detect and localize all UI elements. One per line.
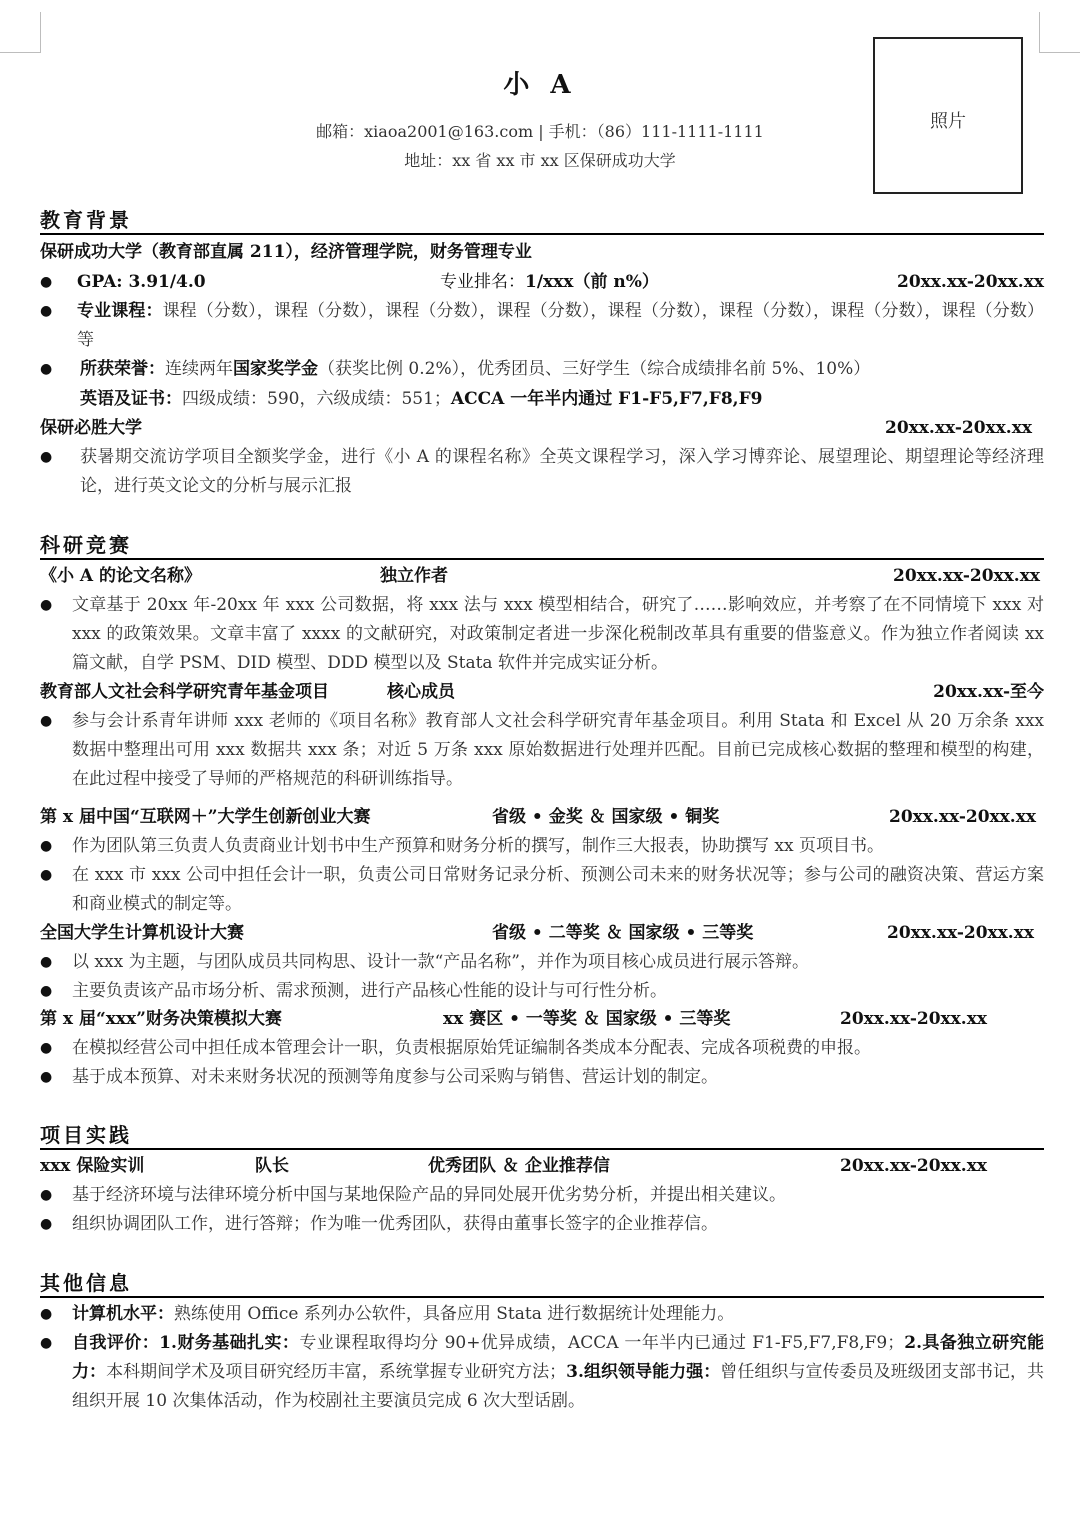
paper-text: 文章基于 20xx 年-20xx 年 xxx 公司数据，将 xxx 法与 xxx 模型相结合，研究了……影响效应，并考察了在不同情境下 xxx 对 xxx 的政策效果。文章丰富了 xxxx 的文献研究，对政策制定者进一步深化税制改革具有重要的借鉴意义。作为独立作者阅读 xx 篇文献，自学 PSM、DID 模型、DDD 模型以及 Stata 软件并完成实证分析。	[72, 595, 1044, 673]
computer-skill-label: 计算机水平：	[72, 1304, 174, 1324]
section-title-other: 其他信息	[40, 1270, 1044, 1298]
internet-plus-text-1: 作为团队第三负责人负责商业计划书中生产预算和财务分析的撰写，制作三大报表，协助撰写 xx 页项目书。	[72, 836, 884, 856]
courses-label: 专业课程：	[77, 301, 163, 321]
self-eval-h2: 2.具备独立研究能力：	[72, 1333, 1044, 1382]
internet-plus-name: 第 x 届中国“互联网＋”大学生创新创业大赛	[40, 807, 371, 827]
computer-design-award: 省级 • 二等奖 ＆ 国家级 • 三等奖	[492, 923, 754, 943]
school2-name: 保研必胜大学	[40, 418, 142, 438]
insurance-name: xxx 保险实训	[40, 1156, 145, 1176]
address-line: 地址：xx 省 xx 市 xx 区保研成功大学	[404, 151, 676, 170]
honors-text-b: （获奖比例 0.2%），优秀团员、三好学生（综合成绩排名前 5%、10%）	[318, 359, 871, 379]
photo-placeholder	[873, 37, 1023, 194]
finance-sim-award: xx 赛区 • 一等奖 ＆ 国家级 • 三等奖	[443, 1009, 731, 1029]
resume-name: 小 A	[503, 70, 577, 100]
bullet-icon: ●	[40, 713, 53, 729]
rank	[440, 268, 659, 297]
internet-plus-date: 20xx.xx-20xx.xx	[889, 807, 1036, 827]
internet-plus-text-2: 在 xxx 市 xxx 公司中担任会计一职，负责公司日常财务记录分析、预测公司未来的财务状况等；参与公司的融资决策、营运方案和商业模式的制定等。	[72, 865, 1044, 914]
bullet-icon: ●	[40, 1335, 53, 1351]
insurance-role: 队长	[255, 1156, 289, 1176]
bullet-icon: ●	[40, 274, 53, 290]
insurance-award: 优秀团队 ＆ 企业推荐信	[428, 1156, 610, 1176]
self-eval-h1: 1.财务基础扎实：	[159, 1333, 300, 1353]
paper-date: 20xx.xx-20xx.xx	[893, 566, 1040, 586]
insurance-text-1: 基于经济环境与法律环境分析中国与某地保险产品的异同处展开优劣势分析，并提出相关建议。	[72, 1185, 786, 1205]
insurance-text-2: 组织协调团队工作，进行答辩；作为唯一优秀团队，获得由董事长签字的企业推荐信。	[72, 1214, 718, 1234]
bullet-icon: ●	[40, 983, 53, 999]
finance-sim-date: 20xx.xx-20xx.xx	[840, 1009, 987, 1029]
internet-plus-award: 省级 • 金奖 ＆ 国家级 • 铜奖	[492, 807, 720, 827]
bullet-icon: ●	[40, 1069, 53, 1085]
gpa: GPA: 3.91/4.0	[77, 272, 206, 292]
self-eval-h3: 3.组织领导能力强：	[566, 1362, 721, 1382]
bullet-icon: ●	[40, 1187, 53, 1203]
english-text: 四级成绩：590，六级成绩：551；	[182, 389, 451, 409]
insurance-date: 20xx.xx-20xx.xx	[840, 1156, 987, 1176]
bullet-icon: ●	[40, 1216, 53, 1232]
computer-design-name: 全国大学生计算机设计大赛	[40, 923, 244, 943]
bullet-icon: ●	[40, 954, 53, 970]
self-eval-label: 自我评价：	[72, 1333, 160, 1353]
paper-name: 《小 A 的论文名称》	[40, 566, 202, 586]
finance-sim-name: 第 x 届“xxx”财务决策模拟大赛	[40, 1009, 282, 1029]
honors-text-a: 连续两年	[165, 359, 233, 379]
finance-sim-text-2: 基于成本预算、对未来财务状况的预测等角度参与公司采购与销售、营运计划的制定。	[72, 1067, 718, 1087]
honors-bold: 国家奖学金	[233, 359, 318, 379]
finance-sim-text-1: 在模拟经营公司中担任成本管理会计一职，负责根据原始凭证编制各类成本分配表、完成各项税费的申报。	[72, 1038, 871, 1058]
self-eval-t2: 本科期间学术及项目研究经历丰富，系统掌握专业研究方法；	[106, 1362, 567, 1382]
fund-name: 教育部人文社会科学研究青年基金项目	[40, 682, 329, 702]
fund-role: 核心成员	[387, 682, 455, 702]
school2-date: 20xx.xx-20xx.xx	[885, 418, 1032, 438]
bullet-icon: ●	[40, 838, 53, 854]
courses-text: 课程（分数），课程（分数），课程（分数），课程（分数），课程（分数），课程（分数），课程（分数），课程（分数）等	[77, 301, 1045, 350]
honors-label: 所获荣誉：	[80, 359, 165, 379]
computer-design-text-2: 主要负责该产品市场分析、需求预测，进行产品核心性能的设计与可行性分析。	[72, 981, 667, 1001]
self-eval-t1: 专业课程取得均分 90+优异成绩，ACCA 一年半内已通过 F1-F5,F7,F8,F9；	[299, 1333, 905, 1353]
contact-line: 邮箱：xiaoa2001@163.com | 手机：（86）111-1111-1111	[316, 122, 764, 141]
section-title-education: 教育背景	[40, 207, 1044, 235]
school1-date: 20xx.xx-20xx.xx	[897, 272, 1044, 292]
computer-design-text-1: 以 xxx 为主题，与团队成员共同构思、设计一款“产品名称”，并作为项目核心成员进行展示答辩。	[72, 952, 809, 972]
bullet-icon: ●	[40, 303, 53, 319]
bullet-icon: ●	[40, 867, 53, 883]
crop-mark-top-left	[0, 12, 41, 53]
computer-design-date: 20xx.xx-20xx.xx	[887, 923, 1034, 943]
english-row	[80, 385, 1044, 414]
photo-label: 照片	[930, 111, 966, 132]
section-title-research: 科研竞赛	[40, 532, 1044, 560]
bullet-icon: ●	[40, 597, 53, 613]
fund-text: 参与会计系青年讲师 xxx 老师的《项目名称》教育部人文社会科学研究青年基金项目。利用 Stata 和 Excel 从 20 万余条 xxx 数据中整理出可用 xxx 数据共 xxx 条；对近 5 万条 xxx 原始数据进行处理并匹配。目前已完成核心数据的整理和模型的构建，在此过程中接受了导师的严格规范的科研训练指导。	[72, 711, 1044, 789]
self-eval-t3: 曾任组织与宣传委员及班级团支部书记，共组织开展 10 次集体活动，作为校剧社主要演员完成 6 次大型话剧。	[72, 1362, 1045, 1411]
paper-role: 独立作者	[380, 566, 448, 586]
school2-text: 获暑期交流访学项目全额奖学金，进行《小 A 的课程名称》全英文课程学习，深入学习博弈论、展望理论、期望理论等经济理论，进行英文论文的分析与展示汇报	[80, 447, 1044, 496]
english-label: 英语及证书：	[80, 389, 182, 409]
english-bold: ACCA 一年半内通过 F1-F5,F7,F8,F9	[450, 389, 763, 409]
bullet-icon: ●	[40, 361, 53, 377]
section-title-projects: 项目实践	[40, 1122, 1044, 1150]
crop-mark-top-right	[1039, 12, 1080, 53]
rank-label: 专业排名：	[440, 272, 525, 292]
school1-name: 保研成功大学（教育部直属 211），经济管理学院，财务管理专业	[40, 242, 532, 262]
computer-skill-text: 熟练使用 Office 系列办公软件，具备应用 Stata 进行数据统计处理能力。	[174, 1304, 735, 1324]
bullet-icon: ●	[40, 449, 53, 465]
bullet-icon: ●	[40, 1306, 53, 1322]
rank-value: 1/xxx（前 n%）	[525, 272, 659, 292]
bullet-icon: ●	[40, 1040, 53, 1056]
fund-date: 20xx.xx-至今	[933, 682, 1044, 702]
